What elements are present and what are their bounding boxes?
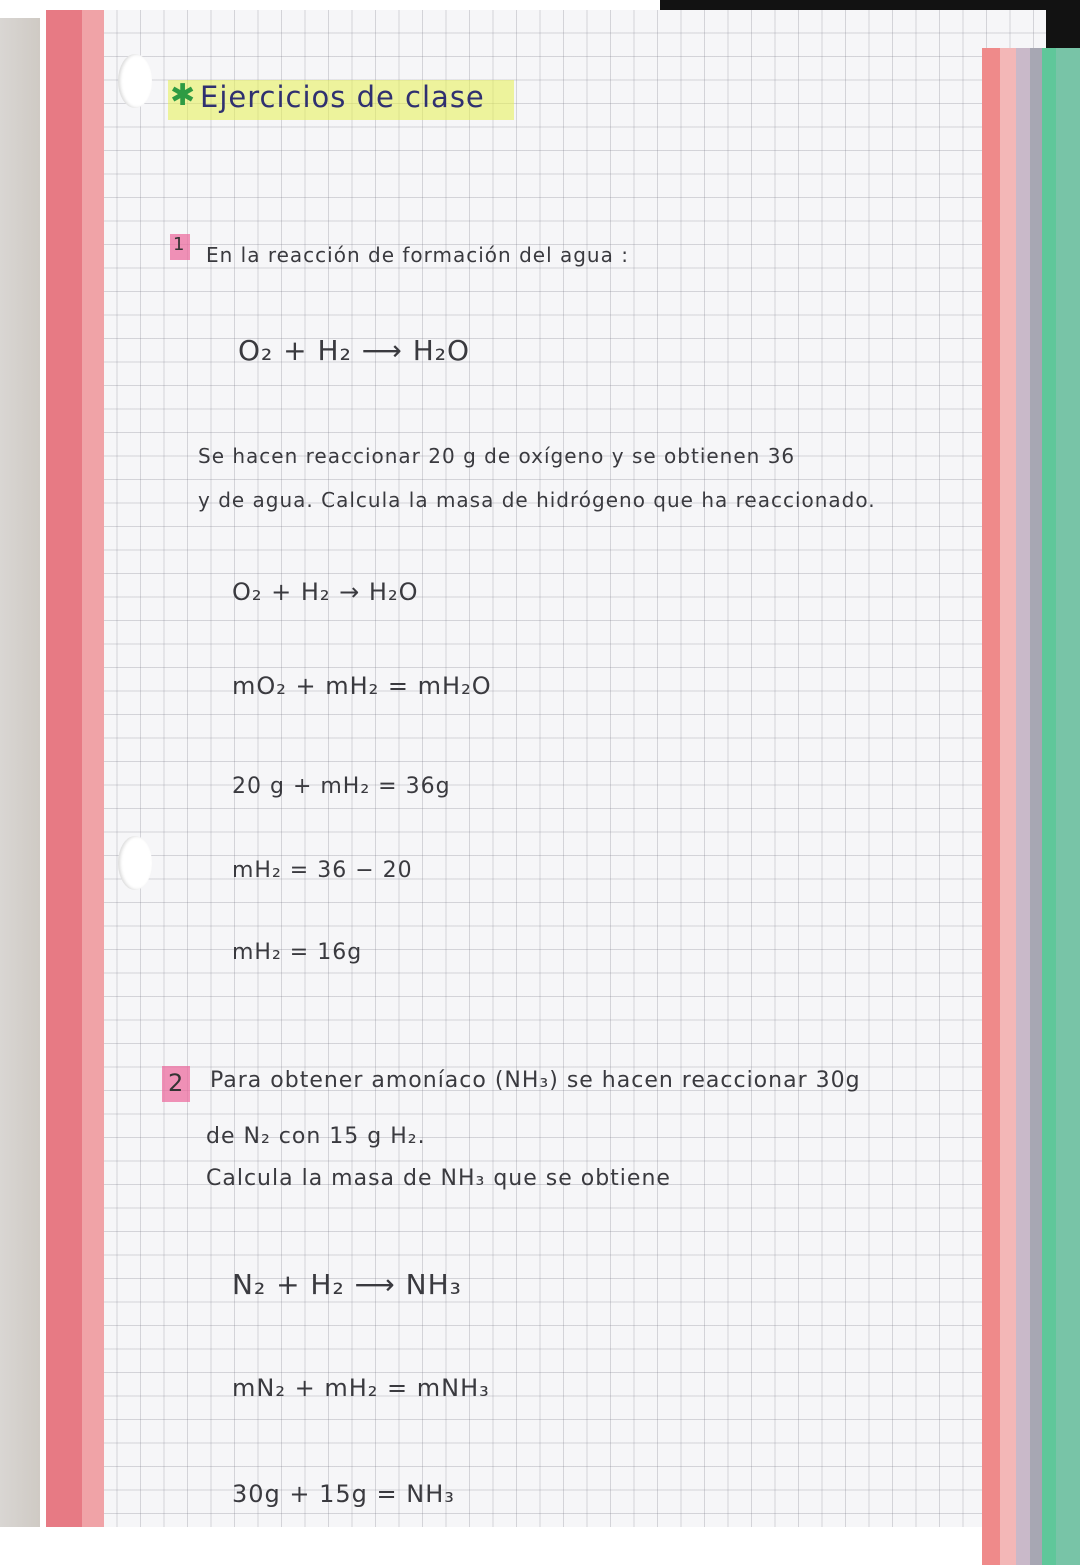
exercise2-step: mN₂ + mH₂ = mNH₃ — [232, 1374, 490, 1402]
stacked-sheet-edge — [1030, 48, 1042, 1565]
page-edge-light-pink — [82, 10, 104, 1527]
exercise1-step: O₂ + H₂ → H₂O — [232, 578, 419, 606]
exercise-number-badge — [162, 1066, 190, 1102]
exercise2-line2: de N₂ con 15 g H₂. — [206, 1124, 426, 1149]
background-surface-left — [0, 0, 40, 1527]
exercise1-step: mH₂ = 36 − 20 — [232, 858, 413, 883]
stacked-sheet-edge — [1042, 48, 1056, 1565]
binder-hole — [118, 836, 152, 890]
exercise-number: 2 — [168, 1069, 184, 1097]
exercise1-problem-line1: Se hacen reaccionar 20 g de oxígeno y se obtienen 36 — [198, 444, 796, 468]
exercise-number: 1 — [173, 234, 185, 255]
stacked-sheet-edge — [1016, 48, 1030, 1565]
exercise2-step: 30g + 15g = NH₃ — [232, 1480, 455, 1508]
exercise1-step: 20 g + mH₂ = 36g — [232, 774, 451, 799]
exercise-number-badge — [170, 234, 190, 260]
exercise1-equation: O₂ + H₂ ⟶ H₂O — [238, 334, 471, 367]
binder-hole — [118, 54, 152, 108]
page-title: Ejercicios de clase — [200, 80, 485, 114]
exercise1-intro: En la reacción de formación del agua : — [206, 243, 629, 267]
stacked-sheet-edge — [1056, 48, 1080, 1565]
exercise2-step: N₂ + H₂ ⟶ NH₃ — [232, 1268, 462, 1301]
stacked-sheet-edge — [1000, 48, 1016, 1565]
stacked-sheet-edge — [982, 48, 1000, 1565]
star-icon: ✱ — [170, 78, 196, 113]
notebook-page — [46, 10, 1046, 1527]
page-edge-pink — [46, 10, 82, 1527]
exercise1-step: mO₂ + mH₂ = mH₂O — [232, 672, 492, 700]
exercise2-line1: Para obtener amoníaco (NH₃) se hacen reaccionar 30g — [210, 1068, 861, 1093]
exercise1-problem-line2: y de agua. Calcula la masa de hidrógeno que ha reaccionado. — [198, 488, 876, 512]
exercise2-line3: Calcula la masa de NH₃ que se obtiene — [206, 1166, 671, 1191]
exercise1-step: mH₂ = 16g — [232, 940, 363, 965]
